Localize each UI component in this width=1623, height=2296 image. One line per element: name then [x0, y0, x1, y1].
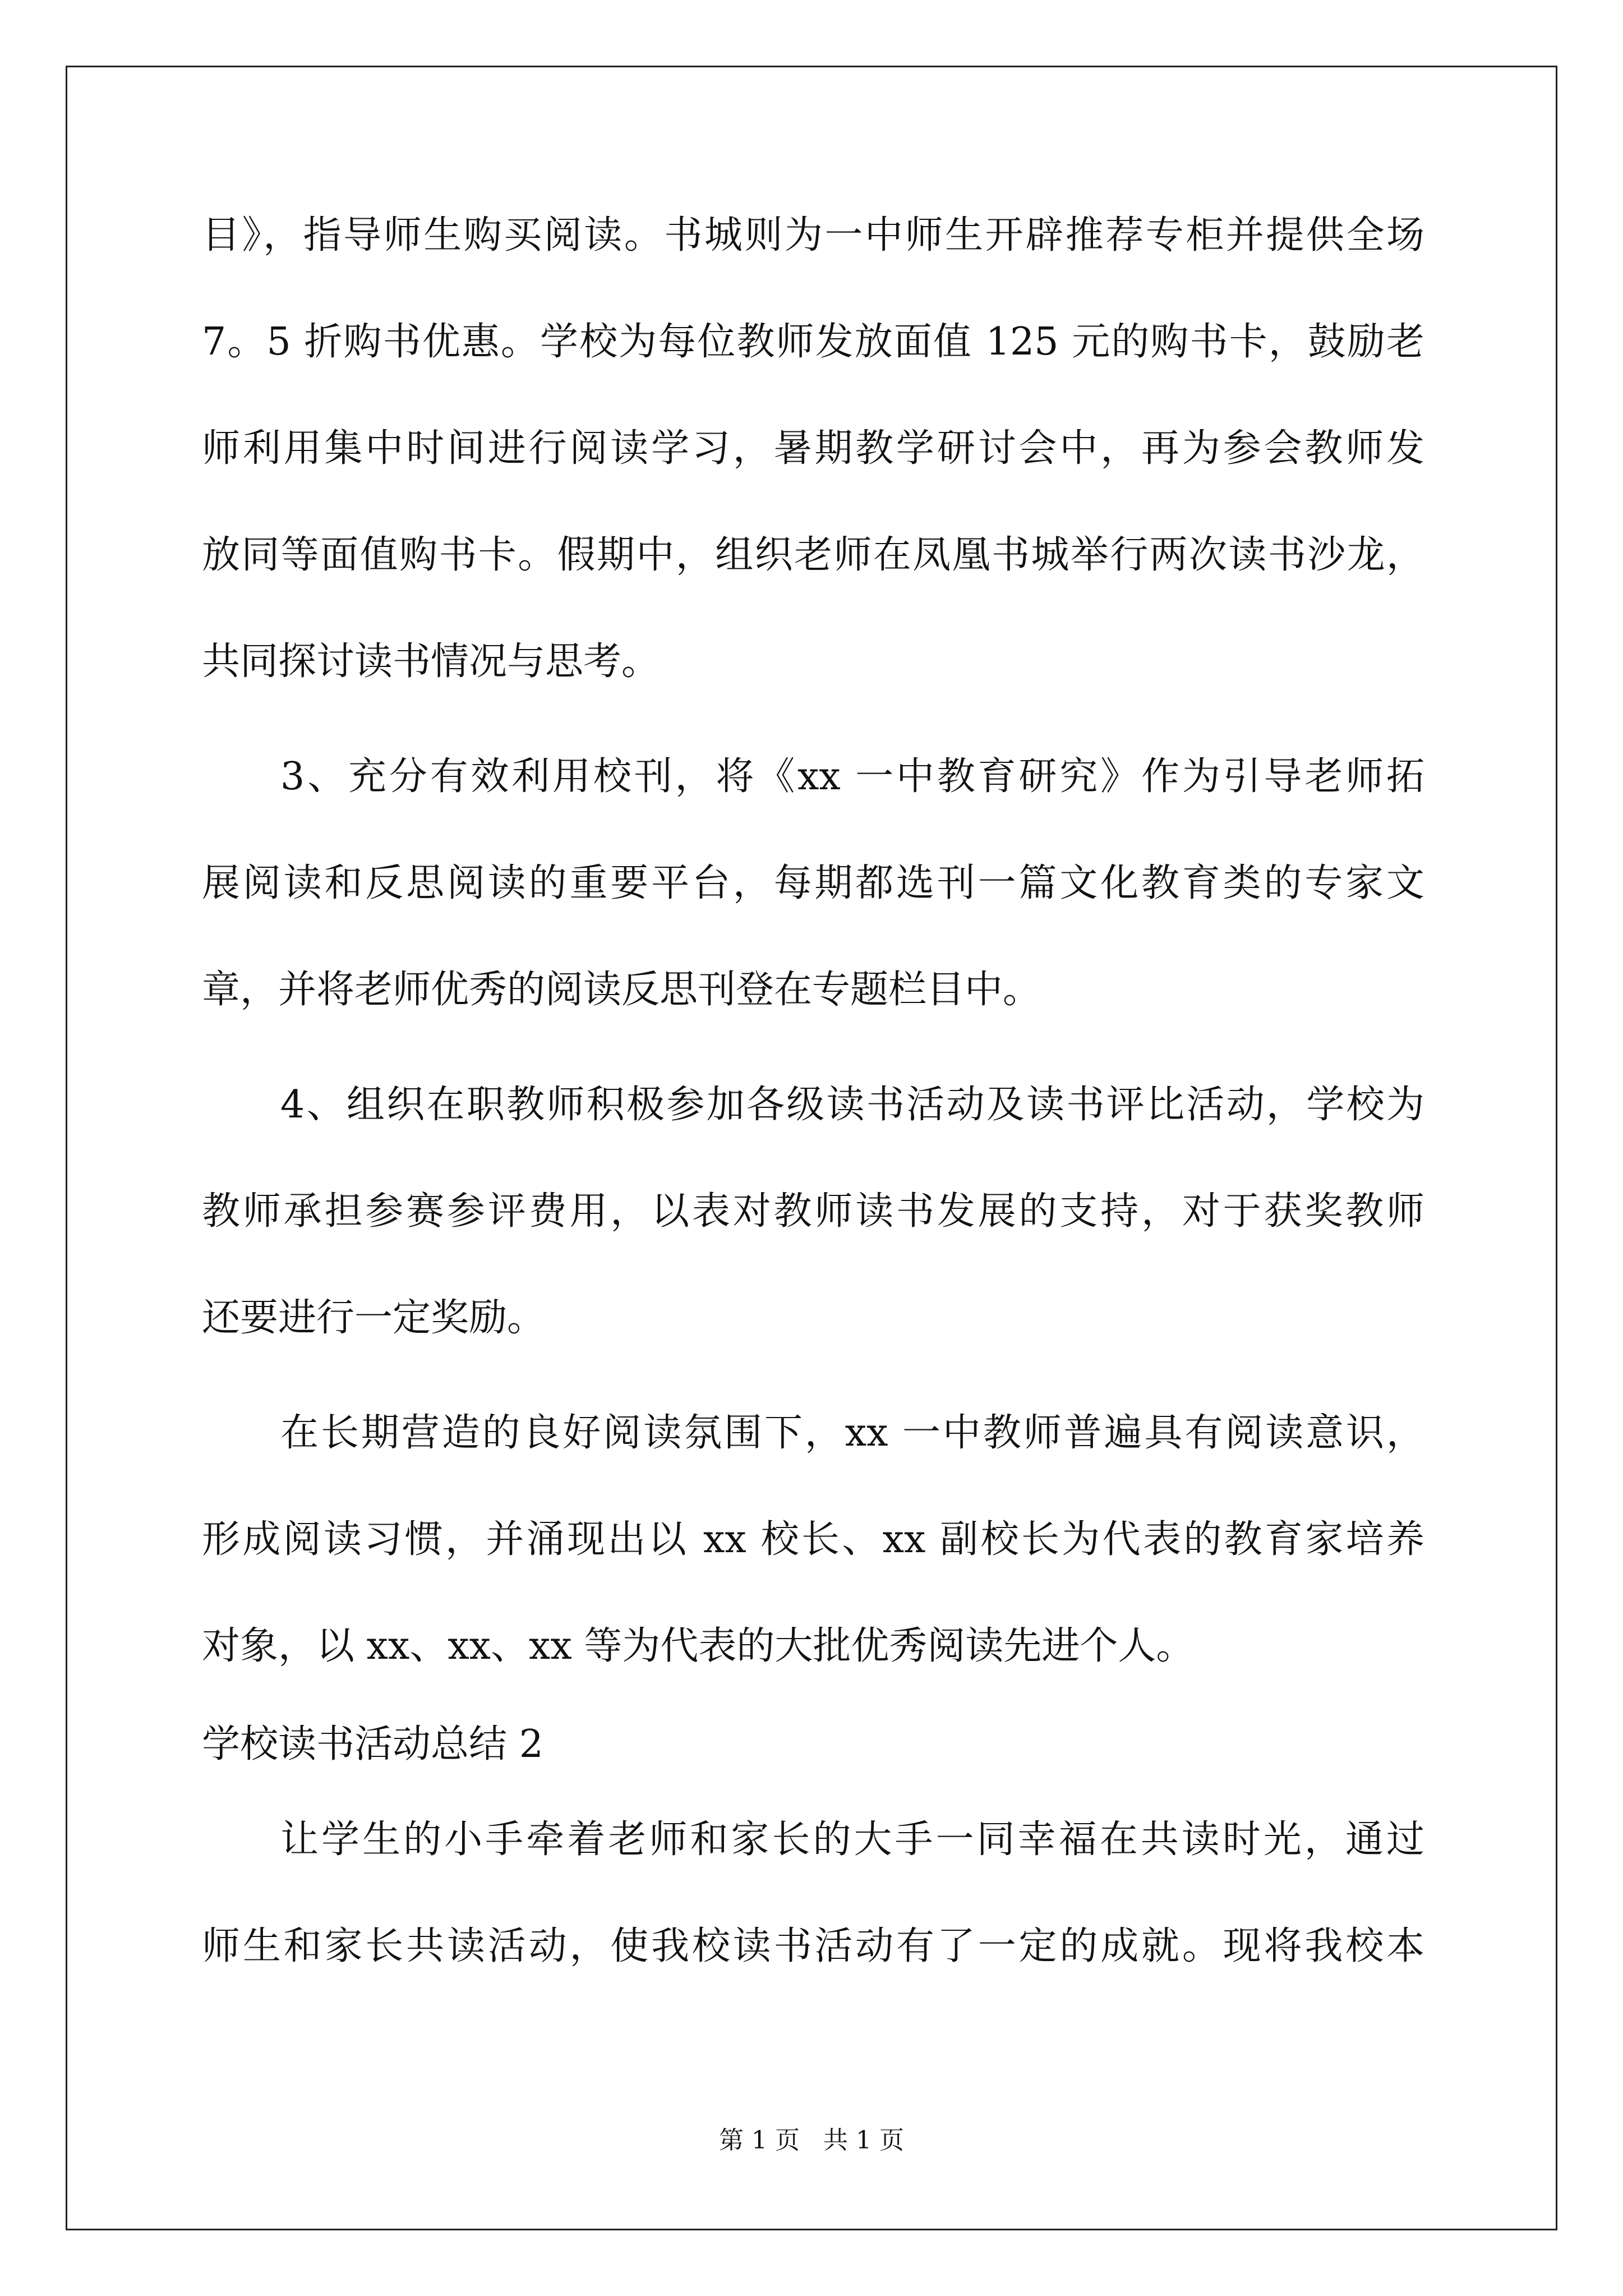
page-border [66, 66, 1557, 2230]
text-line: 对象，以 xx、xx、xx 等为代表的大批优秀阅读先进个人。 [202, 1624, 1195, 1668]
text-line: 形成阅读习惯，并涌现出以 xx 校长、xx 副校长为代表的教育家培养 [202, 1517, 1424, 1562]
page-footer: 第 1 页 共 1 页 [719, 2126, 904, 2155]
text-line: 共同探讨读书情况与思考。 [202, 639, 660, 684]
paragraph-start-line: 4、组织在职教师积极参加各级读书活动及读书评比活动，学校为 [280, 1083, 1424, 1127]
text-line: 师利用集中时间进行阅读学习，暑期教学研讨会中，再为参会教师发 [202, 426, 1424, 471]
section-heading: 学校读书活动总结 2 [202, 1722, 543, 1766]
paragraph-start-line: 在长期营造的良好阅读氛围下，xx 一中教师普遍具有阅读意识， [280, 1411, 1424, 1455]
text-line: 教师承担参赛参评费用，以表对教师读书发展的支持，对于获奖教师 [202, 1189, 1424, 1234]
text-line: 展阅读和反思阅读的重要平台，每期都选刊一篇文化教育类的专家文 [202, 861, 1424, 905]
text-line: 章，并将老师优秀的阅读反思刊登在专题栏目中。 [202, 968, 1041, 1012]
text-line: 放同等面值购书卡。假期中，组织老师在凤凰书城举行两次读书沙龙， [202, 533, 1424, 577]
paragraph-start-line: 让学生的小手牵着老师和家长的大手一同幸福在共读时光，通过 [280, 1818, 1424, 1862]
paragraph-start-line: 3、充分有效利用校刊，将《xx 一中教育研究》作为引导老师拓 [280, 754, 1424, 799]
text-line: 师生和家长共读活动，使我校读书活动有了一定的成就。现将我校本 [202, 1924, 1424, 1968]
text-line: 目》，指导师生购买阅读。书城则为一中师生开辟推荐专柜并提供全场 [202, 213, 1424, 257]
text-line: 7。5 折购书优惠。学校为每位教师发放面值 125 元的购书卡，鼓励老 [202, 320, 1424, 364]
text-line: 还要进行一定奖励。 [202, 1296, 546, 1340]
